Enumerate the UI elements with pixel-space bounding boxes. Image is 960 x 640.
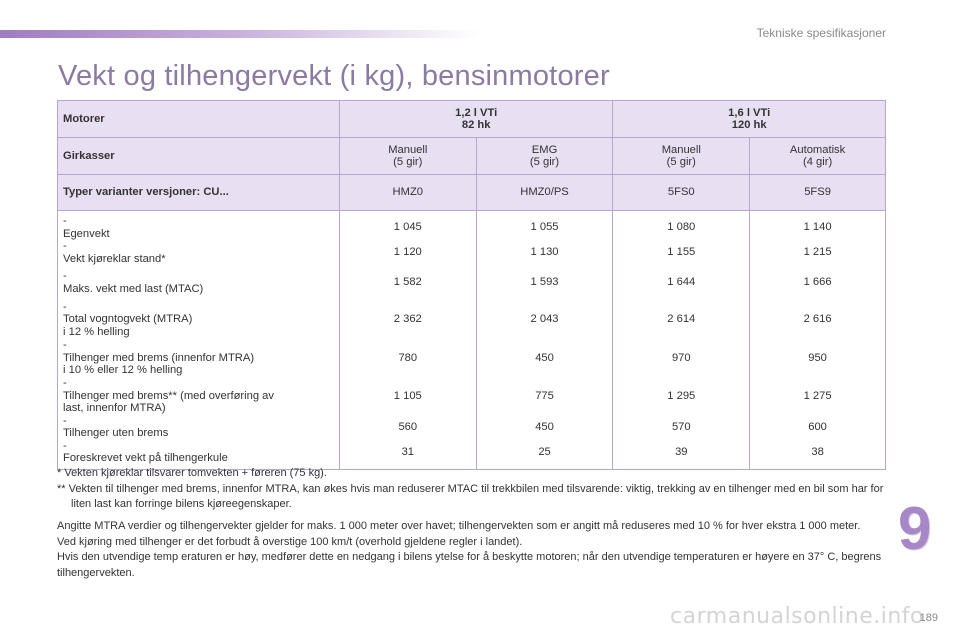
table-cell: 1 215 xyxy=(750,240,886,265)
notes xyxy=(57,519,897,581)
engine-2-header xyxy=(613,101,886,138)
gearbox-gears: (5 gir) xyxy=(666,156,696,168)
table-cell: 25 xyxy=(476,440,613,470)
weight-spec-table xyxy=(57,100,886,470)
note-temperature: Hvis den utvendige temp eraturen er høy, medfører dette en nedgang i bilens ytelse for å beskytte motoren; når den utvendige temperaturen er høyere en 37° C, begrens tilhengervekten. xyxy=(57,551,882,579)
engine-header-row xyxy=(58,101,886,138)
gearbox-gears: (5 gir) xyxy=(529,156,560,168)
table-cell: 1 055 xyxy=(476,211,613,241)
row-label xyxy=(58,300,340,339)
gearbox-type: Automatisk xyxy=(789,143,846,156)
table-cell: 39 xyxy=(613,440,750,470)
table-cell: 1 140 xyxy=(750,211,886,241)
table-row xyxy=(58,211,886,241)
table-cell: 450 xyxy=(476,339,613,377)
table-cell: 2 362 xyxy=(339,300,476,339)
row-label xyxy=(58,440,340,470)
table-cell: 1 275 xyxy=(750,377,886,415)
row-label-text: Total vogntogvekt (MTRA) xyxy=(63,313,193,326)
row-label-text: Tilhenger uten brems xyxy=(63,427,169,439)
variant-code: HMZ0/PS xyxy=(476,175,613,211)
gearbox-cell xyxy=(750,138,886,175)
table-row xyxy=(58,265,886,300)
gearbox-gears: (4 gir) xyxy=(802,156,833,168)
table-cell: 1 080 xyxy=(613,211,750,241)
gearbox-label: Girkasser xyxy=(58,138,340,175)
table-cell: 1 593 xyxy=(476,265,613,300)
gearbox-cell xyxy=(613,138,750,175)
gearbox-type: EMG xyxy=(531,143,558,156)
table-row xyxy=(58,377,886,415)
row-dash: - xyxy=(63,240,67,252)
chapter-number: 9 xyxy=(898,495,932,562)
engine-2-power: 120 hk xyxy=(731,119,767,131)
table-cell: 38 xyxy=(750,440,886,470)
table-cell: 1 295 xyxy=(613,377,750,415)
variant-code: 5FS9 xyxy=(750,175,886,211)
row-dash: - xyxy=(63,339,67,352)
row-dash: - xyxy=(63,300,67,313)
table-cell: 2 616 xyxy=(750,300,886,339)
row-label xyxy=(58,377,340,415)
row-label xyxy=(58,415,340,440)
section-title: Tekniske spesifikasjoner xyxy=(756,26,886,40)
variant-code: HMZ0 xyxy=(339,175,476,211)
table-cell: 450 xyxy=(476,415,613,440)
engine-1-power: 82 hk xyxy=(461,119,491,131)
table-cell: 1 155 xyxy=(613,240,750,265)
variants-label: Typer varianter versjoner: CU... xyxy=(58,175,340,211)
table-cell: 2 043 xyxy=(476,300,613,339)
note-altitude: Angitte MTRA verdier og tilhengervekter gjelder for maks. 1 000 meter over havet; tilhengervekten som er angitt må reduseres med 10 % for hver ekstra 1 000 meter. xyxy=(57,520,861,532)
row-dash: - xyxy=(63,270,67,282)
watermark: carmanualsonline.info xyxy=(670,604,924,629)
variant-code: 5FS0 xyxy=(613,175,750,211)
row-label-text: Vekt kjøreklar stand* xyxy=(63,252,166,265)
table-row xyxy=(58,415,886,440)
header-accent-bar xyxy=(0,30,480,38)
table-row xyxy=(58,240,886,265)
row-label xyxy=(58,339,340,377)
table-cell: 1 120 xyxy=(339,240,476,265)
table-cell: 1 105 xyxy=(339,377,476,415)
motor-label: Motorer xyxy=(58,101,340,138)
row-dash: - xyxy=(63,414,67,427)
row-label-text: Foreskrevet vekt på tilhengerkule xyxy=(63,452,228,464)
table-cell: 570 xyxy=(613,415,750,440)
gearbox-gears: (5 gir) xyxy=(393,156,423,168)
table-cell: 2 614 xyxy=(613,300,750,339)
row-label-text: Tilhenger med brems (innenfor MTRA) xyxy=(63,351,255,364)
row-label-text: Tilhenger med brems** (med overføring av xyxy=(63,389,274,402)
page-number: 189 xyxy=(919,612,938,624)
row-label-text: Maks. vekt med last (MTAC) xyxy=(63,282,204,295)
engine-1-name: 1,2 l VTi xyxy=(455,106,498,119)
footnote-1: * Vekten kjøreklar tilsvarer tomvekten + føreren (75 kg). xyxy=(57,467,327,479)
table-row xyxy=(58,339,886,377)
table-cell: 1 582 xyxy=(339,265,476,300)
engine-2-name: 1,6 l VTi xyxy=(728,106,771,119)
table-cell: 950 xyxy=(750,339,886,377)
table-row xyxy=(58,300,886,339)
table-cell: 1 045 xyxy=(339,211,476,241)
row-label xyxy=(58,211,340,241)
row-label-text-line2: i 10 % eller 12 % helling xyxy=(63,364,183,377)
table-cell: 31 xyxy=(339,440,476,470)
row-label xyxy=(58,240,340,265)
row-label xyxy=(58,265,340,300)
table-cell: 775 xyxy=(476,377,613,415)
row-label-text-line2: i 12 % helling xyxy=(63,325,130,338)
table-cell: 1 666 xyxy=(750,265,886,300)
gearbox-type: Manuell xyxy=(388,143,428,156)
row-dash: - xyxy=(63,439,67,452)
row-label-text: Egenvekt xyxy=(63,227,110,240)
gearbox-type: Manuell xyxy=(661,143,701,156)
table-cell: 970 xyxy=(613,339,750,377)
note-speed: Ved kjøring med tilhenger er det forbudt å overstige 100 km/t (overhold gjeldene regler i landet). xyxy=(57,535,523,548)
table-cell: 1 644 xyxy=(613,265,750,300)
row-dash: - xyxy=(63,377,67,389)
table-row xyxy=(58,440,886,470)
table-cell: 780 xyxy=(339,339,476,377)
row-label-text-line2: last, innenfor MTRA) xyxy=(63,402,166,414)
footnote-2: ** Vekten til tilhenger med brems, innenfor MTRA, kan økes hvis man reduserer MTAC til trekkbilen med tilsvarende: viktig, trekking av en tilhenger med en bil som har for liten last kan forringe bilens kjøreegenskaper. xyxy=(57,482,884,510)
table-cell: 1 130 xyxy=(476,240,613,265)
gearbox-cell xyxy=(476,138,613,175)
engine-1-header xyxy=(339,101,613,138)
variants-header-row xyxy=(58,175,886,211)
gearbox-header-row xyxy=(58,138,886,175)
gearbox-cell xyxy=(339,138,476,175)
table-cell: 560 xyxy=(339,415,476,440)
page-title: Vekt og tilhengervekt (i kg), bensinmotorer xyxy=(58,60,610,92)
table-cell: 600 xyxy=(750,415,886,440)
footnotes xyxy=(57,466,897,513)
row-dash: - xyxy=(63,215,67,227)
